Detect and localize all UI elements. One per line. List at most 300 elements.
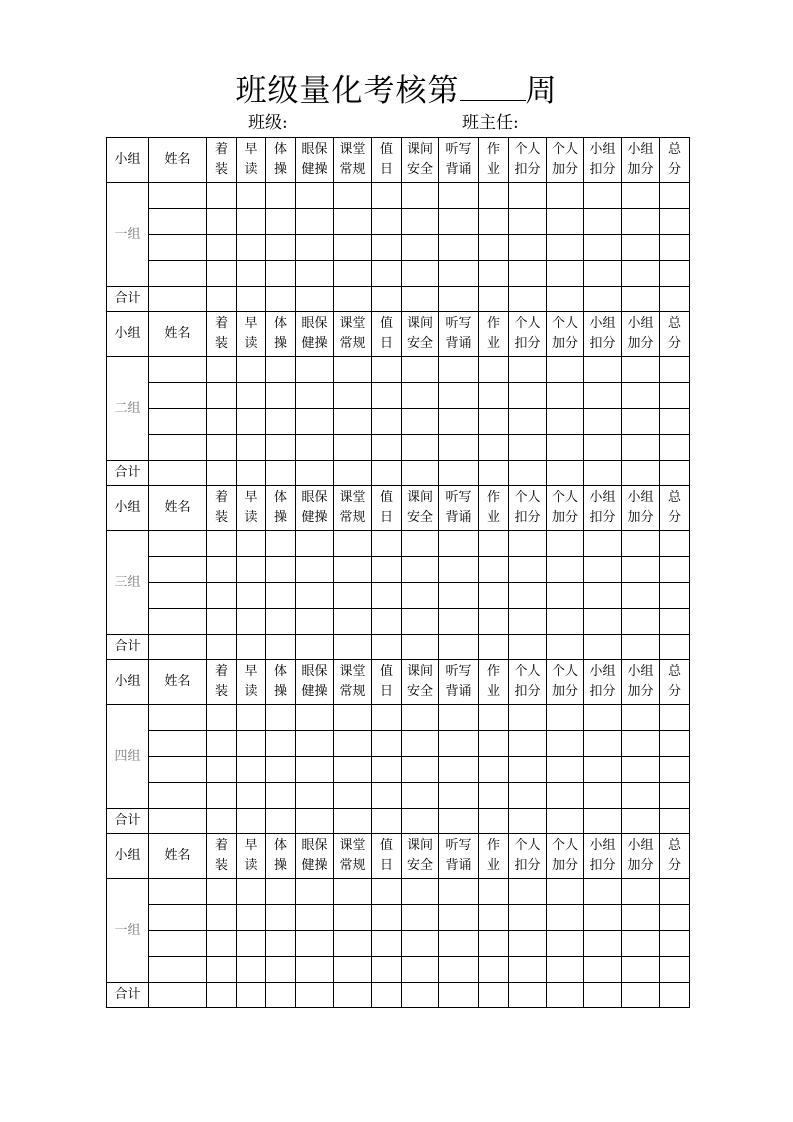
score-cell[interactable] [296, 783, 334, 809]
score-cell[interactable] [237, 383, 266, 409]
score-cell[interactable] [584, 183, 622, 209]
score-cell[interactable] [479, 383, 509, 409]
score-cell[interactable] [207, 705, 237, 731]
score-cell[interactable] [372, 557, 402, 583]
score-cell[interactable] [439, 557, 479, 583]
score-cell[interactable] [372, 235, 402, 261]
sum-score-cell[interactable] [584, 461, 622, 486]
score-cell[interactable] [660, 731, 690, 757]
score-cell[interactable] [296, 383, 334, 409]
sum-score-cell[interactable] [296, 461, 334, 486]
score-cell[interactable] [439, 905, 479, 931]
score-cell[interactable] [479, 183, 509, 209]
score-cell[interactable] [266, 757, 296, 783]
score-cell[interactable] [402, 583, 439, 609]
score-cell[interactable] [509, 931, 547, 957]
sum-score-cell[interactable] [402, 287, 439, 312]
score-cell[interactable] [402, 783, 439, 809]
score-cell[interactable] [207, 531, 237, 557]
score-cell[interactable] [207, 183, 237, 209]
score-cell[interactable] [334, 209, 372, 235]
score-cell[interactable] [584, 383, 622, 409]
score-cell[interactable] [266, 731, 296, 757]
score-cell[interactable] [622, 183, 660, 209]
score-cell[interactable] [237, 957, 266, 983]
score-cell[interactable] [237, 183, 266, 209]
score-cell[interactable] [207, 931, 237, 957]
score-cell[interactable] [334, 183, 372, 209]
score-cell[interactable] [296, 183, 334, 209]
score-cell[interactable] [402, 705, 439, 731]
score-cell[interactable] [584, 409, 622, 435]
sum-score-cell[interactable] [207, 461, 237, 486]
sum-score-cell[interactable] [509, 809, 547, 834]
score-cell[interactable] [266, 435, 296, 461]
sum-score-cell[interactable] [207, 635, 237, 660]
score-cell[interactable] [622, 905, 660, 931]
score-cell[interactable] [402, 409, 439, 435]
score-cell[interactable] [402, 235, 439, 261]
score-cell[interactable] [237, 783, 266, 809]
score-cell[interactable] [266, 209, 296, 235]
score-cell[interactable] [547, 731, 584, 757]
score-cell[interactable] [372, 905, 402, 931]
score-cell[interactable] [402, 557, 439, 583]
sum-score-cell[interactable] [296, 635, 334, 660]
score-cell[interactable] [479, 583, 509, 609]
score-cell[interactable] [237, 731, 266, 757]
score-cell[interactable] [266, 905, 296, 931]
score-cell[interactable] [402, 383, 439, 409]
score-cell[interactable] [584, 557, 622, 583]
sum-score-cell[interactable] [622, 287, 660, 312]
score-cell[interactable] [334, 609, 372, 635]
score-cell[interactable] [547, 783, 584, 809]
sum-score-cell[interactable] [547, 461, 584, 486]
sum-score-cell[interactable] [334, 635, 372, 660]
score-cell[interactable] [372, 783, 402, 809]
score-cell[interactable] [439, 757, 479, 783]
score-cell[interactable] [266, 957, 296, 983]
score-cell[interactable] [479, 879, 509, 905]
score-cell[interactable] [509, 731, 547, 757]
score-cell[interactable] [660, 235, 690, 261]
score-cell[interactable] [266, 261, 296, 287]
score-cell[interactable] [439, 879, 479, 905]
score-cell[interactable] [439, 609, 479, 635]
score-cell[interactable] [584, 435, 622, 461]
sum-score-cell[interactable] [479, 983, 509, 1008]
score-cell[interactable] [509, 435, 547, 461]
score-cell[interactable] [266, 583, 296, 609]
score-cell[interactable] [622, 609, 660, 635]
score-cell[interactable] [402, 183, 439, 209]
score-cell[interactable] [479, 557, 509, 583]
score-cell[interactable] [237, 583, 266, 609]
score-cell[interactable] [372, 435, 402, 461]
score-cell[interactable] [237, 705, 266, 731]
student-name-cell[interactable] [149, 583, 207, 609]
sum-score-cell[interactable] [660, 287, 690, 312]
sum-score-cell[interactable] [237, 983, 266, 1008]
score-cell[interactable] [439, 931, 479, 957]
score-cell[interactable] [266, 557, 296, 583]
score-cell[interactable] [334, 261, 372, 287]
score-cell[interactable] [334, 383, 372, 409]
score-cell[interactable] [584, 609, 622, 635]
sum-score-cell[interactable] [584, 809, 622, 834]
score-cell[interactable] [479, 731, 509, 757]
score-cell[interactable] [584, 783, 622, 809]
score-cell[interactable] [660, 357, 690, 383]
score-cell[interactable] [334, 557, 372, 583]
score-cell[interactable] [296, 261, 334, 287]
sum-score-cell[interactable] [584, 635, 622, 660]
score-cell[interactable] [402, 757, 439, 783]
sum-score-cell[interactable] [660, 461, 690, 486]
student-name-cell[interactable] [149, 357, 207, 383]
score-cell[interactable] [547, 583, 584, 609]
score-cell[interactable] [584, 931, 622, 957]
score-cell[interactable] [296, 435, 334, 461]
sum-score-cell[interactable] [622, 635, 660, 660]
score-cell[interactable] [660, 879, 690, 905]
score-cell[interactable] [660, 905, 690, 931]
score-cell[interactable] [660, 957, 690, 983]
score-cell[interactable] [622, 435, 660, 461]
sum-score-cell[interactable] [622, 809, 660, 834]
sum-score-cell[interactable] [439, 461, 479, 486]
score-cell[interactable] [296, 209, 334, 235]
score-cell[interactable] [207, 383, 237, 409]
score-cell[interactable] [622, 235, 660, 261]
score-cell[interactable] [439, 183, 479, 209]
sum-score-cell[interactable] [334, 461, 372, 486]
score-cell[interactable] [237, 905, 266, 931]
score-cell[interactable] [479, 357, 509, 383]
score-cell[interactable] [402, 905, 439, 931]
score-cell[interactable] [509, 957, 547, 983]
score-cell[interactable] [207, 557, 237, 583]
sum-score-cell[interactable] [547, 635, 584, 660]
score-cell[interactable] [584, 261, 622, 287]
student-name-cell[interactable] [149, 879, 207, 905]
score-cell[interactable] [547, 609, 584, 635]
sum-score-cell[interactable] [372, 287, 402, 312]
sum-score-cell[interactable] [509, 983, 547, 1008]
score-cell[interactable] [479, 905, 509, 931]
score-cell[interactable] [622, 931, 660, 957]
score-cell[interactable] [509, 531, 547, 557]
score-cell[interactable] [509, 609, 547, 635]
score-cell[interactable] [439, 435, 479, 461]
score-cell[interactable] [547, 209, 584, 235]
score-cell[interactable] [372, 409, 402, 435]
score-cell[interactable] [509, 183, 547, 209]
student-name-cell[interactable] [149, 409, 207, 435]
score-cell[interactable] [237, 609, 266, 635]
score-cell[interactable] [622, 261, 660, 287]
score-cell[interactable] [660, 435, 690, 461]
sum-score-cell[interactable] [509, 287, 547, 312]
sum-score-cell[interactable] [237, 287, 266, 312]
score-cell[interactable] [207, 957, 237, 983]
score-cell[interactable] [509, 783, 547, 809]
sum-score-cell[interactable] [660, 635, 690, 660]
score-cell[interactable] [334, 731, 372, 757]
sum-score-cell[interactable] [660, 983, 690, 1008]
score-cell[interactable] [584, 531, 622, 557]
score-cell[interactable] [439, 583, 479, 609]
score-cell[interactable] [207, 209, 237, 235]
score-cell[interactable] [479, 531, 509, 557]
score-cell[interactable] [334, 235, 372, 261]
score-cell[interactable] [372, 757, 402, 783]
sum-score-cell[interactable] [439, 635, 479, 660]
score-cell[interactable] [296, 931, 334, 957]
student-name-cell[interactable] [149, 931, 207, 957]
score-cell[interactable] [547, 557, 584, 583]
score-cell[interactable] [296, 531, 334, 557]
score-cell[interactable] [622, 757, 660, 783]
score-cell[interactable] [266, 931, 296, 957]
score-cell[interactable] [266, 705, 296, 731]
student-name-cell[interactable] [149, 757, 207, 783]
score-cell[interactable] [207, 261, 237, 287]
score-cell[interactable] [660, 409, 690, 435]
score-cell[interactable] [547, 957, 584, 983]
sum-score-cell[interactable] [237, 461, 266, 486]
score-cell[interactable] [584, 879, 622, 905]
score-cell[interactable] [660, 583, 690, 609]
student-name-cell[interactable] [149, 209, 207, 235]
score-cell[interactable] [372, 183, 402, 209]
sum-score-cell[interactable] [207, 287, 237, 312]
score-cell[interactable] [207, 783, 237, 809]
student-name-cell[interactable] [149, 435, 207, 461]
sum-score-cell[interactable] [207, 983, 237, 1008]
score-cell[interactable] [509, 705, 547, 731]
student-name-cell[interactable] [149, 531, 207, 557]
score-cell[interactable] [334, 905, 372, 931]
score-cell[interactable] [266, 783, 296, 809]
score-cell[interactable] [439, 783, 479, 809]
score-cell[interactable] [372, 609, 402, 635]
score-cell[interactable] [479, 757, 509, 783]
student-name-cell[interactable] [149, 383, 207, 409]
score-cell[interactable] [509, 261, 547, 287]
sum-score-cell[interactable] [334, 809, 372, 834]
score-cell[interactable] [402, 531, 439, 557]
score-cell[interactable] [237, 757, 266, 783]
score-cell[interactable] [479, 609, 509, 635]
sum-score-cell[interactable] [372, 635, 402, 660]
score-cell[interactable] [296, 409, 334, 435]
score-cell[interactable] [439, 731, 479, 757]
score-cell[interactable] [479, 783, 509, 809]
score-cell[interactable] [207, 357, 237, 383]
score-cell[interactable] [402, 957, 439, 983]
score-cell[interactable] [237, 879, 266, 905]
score-cell[interactable] [237, 209, 266, 235]
sum-score-cell[interactable] [402, 983, 439, 1008]
score-cell[interactable] [296, 583, 334, 609]
score-cell[interactable] [547, 531, 584, 557]
score-cell[interactable] [237, 357, 266, 383]
sum-name-cell[interactable] [149, 461, 207, 486]
sum-score-cell[interactable] [660, 809, 690, 834]
sum-score-cell[interactable] [584, 983, 622, 1008]
score-cell[interactable] [660, 931, 690, 957]
score-cell[interactable] [372, 931, 402, 957]
score-cell[interactable] [547, 261, 584, 287]
score-cell[interactable] [402, 731, 439, 757]
score-cell[interactable] [237, 261, 266, 287]
sum-score-cell[interactable] [266, 287, 296, 312]
score-cell[interactable] [402, 261, 439, 287]
sum-score-cell[interactable] [296, 983, 334, 1008]
score-cell[interactable] [660, 609, 690, 635]
student-name-cell[interactable] [149, 731, 207, 757]
score-cell[interactable] [334, 757, 372, 783]
score-cell[interactable] [509, 557, 547, 583]
score-cell[interactable] [296, 905, 334, 931]
score-cell[interactable] [372, 383, 402, 409]
score-cell[interactable] [622, 879, 660, 905]
student-name-cell[interactable] [149, 235, 207, 261]
score-cell[interactable] [479, 235, 509, 261]
score-cell[interactable] [207, 609, 237, 635]
sum-score-cell[interactable] [622, 983, 660, 1008]
score-cell[interactable] [266, 183, 296, 209]
score-cell[interactable] [439, 705, 479, 731]
sum-score-cell[interactable] [479, 461, 509, 486]
score-cell[interactable] [660, 209, 690, 235]
sum-score-cell[interactable] [402, 461, 439, 486]
score-cell[interactable] [509, 235, 547, 261]
score-cell[interactable] [479, 261, 509, 287]
score-cell[interactable] [372, 957, 402, 983]
score-cell[interactable] [479, 705, 509, 731]
score-cell[interactable] [372, 583, 402, 609]
score-cell[interactable] [660, 705, 690, 731]
sum-score-cell[interactable] [334, 287, 372, 312]
sum-score-cell[interactable] [207, 809, 237, 834]
score-cell[interactable] [296, 957, 334, 983]
sum-score-cell[interactable] [296, 287, 334, 312]
score-cell[interactable] [547, 705, 584, 731]
sum-score-cell[interactable] [296, 809, 334, 834]
student-name-cell[interactable] [149, 557, 207, 583]
sum-name-cell[interactable] [149, 809, 207, 834]
score-cell[interactable] [439, 357, 479, 383]
score-cell[interactable] [334, 357, 372, 383]
score-cell[interactable] [622, 783, 660, 809]
score-cell[interactable] [660, 783, 690, 809]
score-cell[interactable] [372, 209, 402, 235]
sum-score-cell[interactable] [439, 287, 479, 312]
score-cell[interactable] [547, 757, 584, 783]
score-cell[interactable] [584, 583, 622, 609]
sum-score-cell[interactable] [372, 983, 402, 1008]
sum-score-cell[interactable] [266, 983, 296, 1008]
score-cell[interactable] [372, 879, 402, 905]
sum-score-cell[interactable] [266, 809, 296, 834]
score-cell[interactable] [207, 435, 237, 461]
sum-score-cell[interactable] [547, 983, 584, 1008]
score-cell[interactable] [439, 235, 479, 261]
sum-name-cell[interactable] [149, 983, 207, 1008]
score-cell[interactable] [237, 435, 266, 461]
score-cell[interactable] [266, 409, 296, 435]
sum-name-cell[interactable] [149, 287, 207, 312]
score-cell[interactable] [584, 905, 622, 931]
student-name-cell[interactable] [149, 183, 207, 209]
score-cell[interactable] [402, 435, 439, 461]
score-cell[interactable] [266, 879, 296, 905]
score-cell[interactable] [547, 183, 584, 209]
score-cell[interactable] [266, 609, 296, 635]
score-cell[interactable] [660, 261, 690, 287]
score-cell[interactable] [439, 957, 479, 983]
score-cell[interactable] [547, 235, 584, 261]
sum-score-cell[interactable] [547, 287, 584, 312]
score-cell[interactable] [584, 209, 622, 235]
score-cell[interactable] [509, 383, 547, 409]
score-cell[interactable] [266, 235, 296, 261]
sum-score-cell[interactable] [584, 287, 622, 312]
sum-score-cell[interactable] [372, 461, 402, 486]
score-cell[interactable] [622, 531, 660, 557]
score-cell[interactable] [509, 409, 547, 435]
score-cell[interactable] [622, 705, 660, 731]
score-cell[interactable] [622, 557, 660, 583]
student-name-cell[interactable] [149, 905, 207, 931]
score-cell[interactable] [479, 957, 509, 983]
score-cell[interactable] [372, 731, 402, 757]
score-cell[interactable] [207, 409, 237, 435]
score-cell[interactable] [266, 531, 296, 557]
score-cell[interactable] [334, 435, 372, 461]
score-cell[interactable] [584, 957, 622, 983]
student-name-cell[interactable] [149, 783, 207, 809]
score-cell[interactable] [509, 357, 547, 383]
score-cell[interactable] [509, 905, 547, 931]
score-cell[interactable] [584, 705, 622, 731]
score-cell[interactable] [402, 209, 439, 235]
score-cell[interactable] [509, 583, 547, 609]
sum-score-cell[interactable] [402, 635, 439, 660]
score-cell[interactable] [334, 879, 372, 905]
score-cell[interactable] [479, 435, 509, 461]
sum-score-cell[interactable] [266, 461, 296, 486]
sum-score-cell[interactable] [509, 635, 547, 660]
score-cell[interactable] [372, 261, 402, 287]
score-cell[interactable] [296, 357, 334, 383]
score-cell[interactable] [660, 383, 690, 409]
sum-score-cell[interactable] [479, 287, 509, 312]
score-cell[interactable] [439, 209, 479, 235]
score-cell[interactable] [547, 879, 584, 905]
score-cell[interactable] [334, 531, 372, 557]
sum-score-cell[interactable] [622, 461, 660, 486]
score-cell[interactable] [402, 879, 439, 905]
score-cell[interactable] [479, 409, 509, 435]
score-cell[interactable] [439, 383, 479, 409]
student-name-cell[interactable] [149, 261, 207, 287]
score-cell[interactable] [207, 235, 237, 261]
score-cell[interactable] [237, 409, 266, 435]
